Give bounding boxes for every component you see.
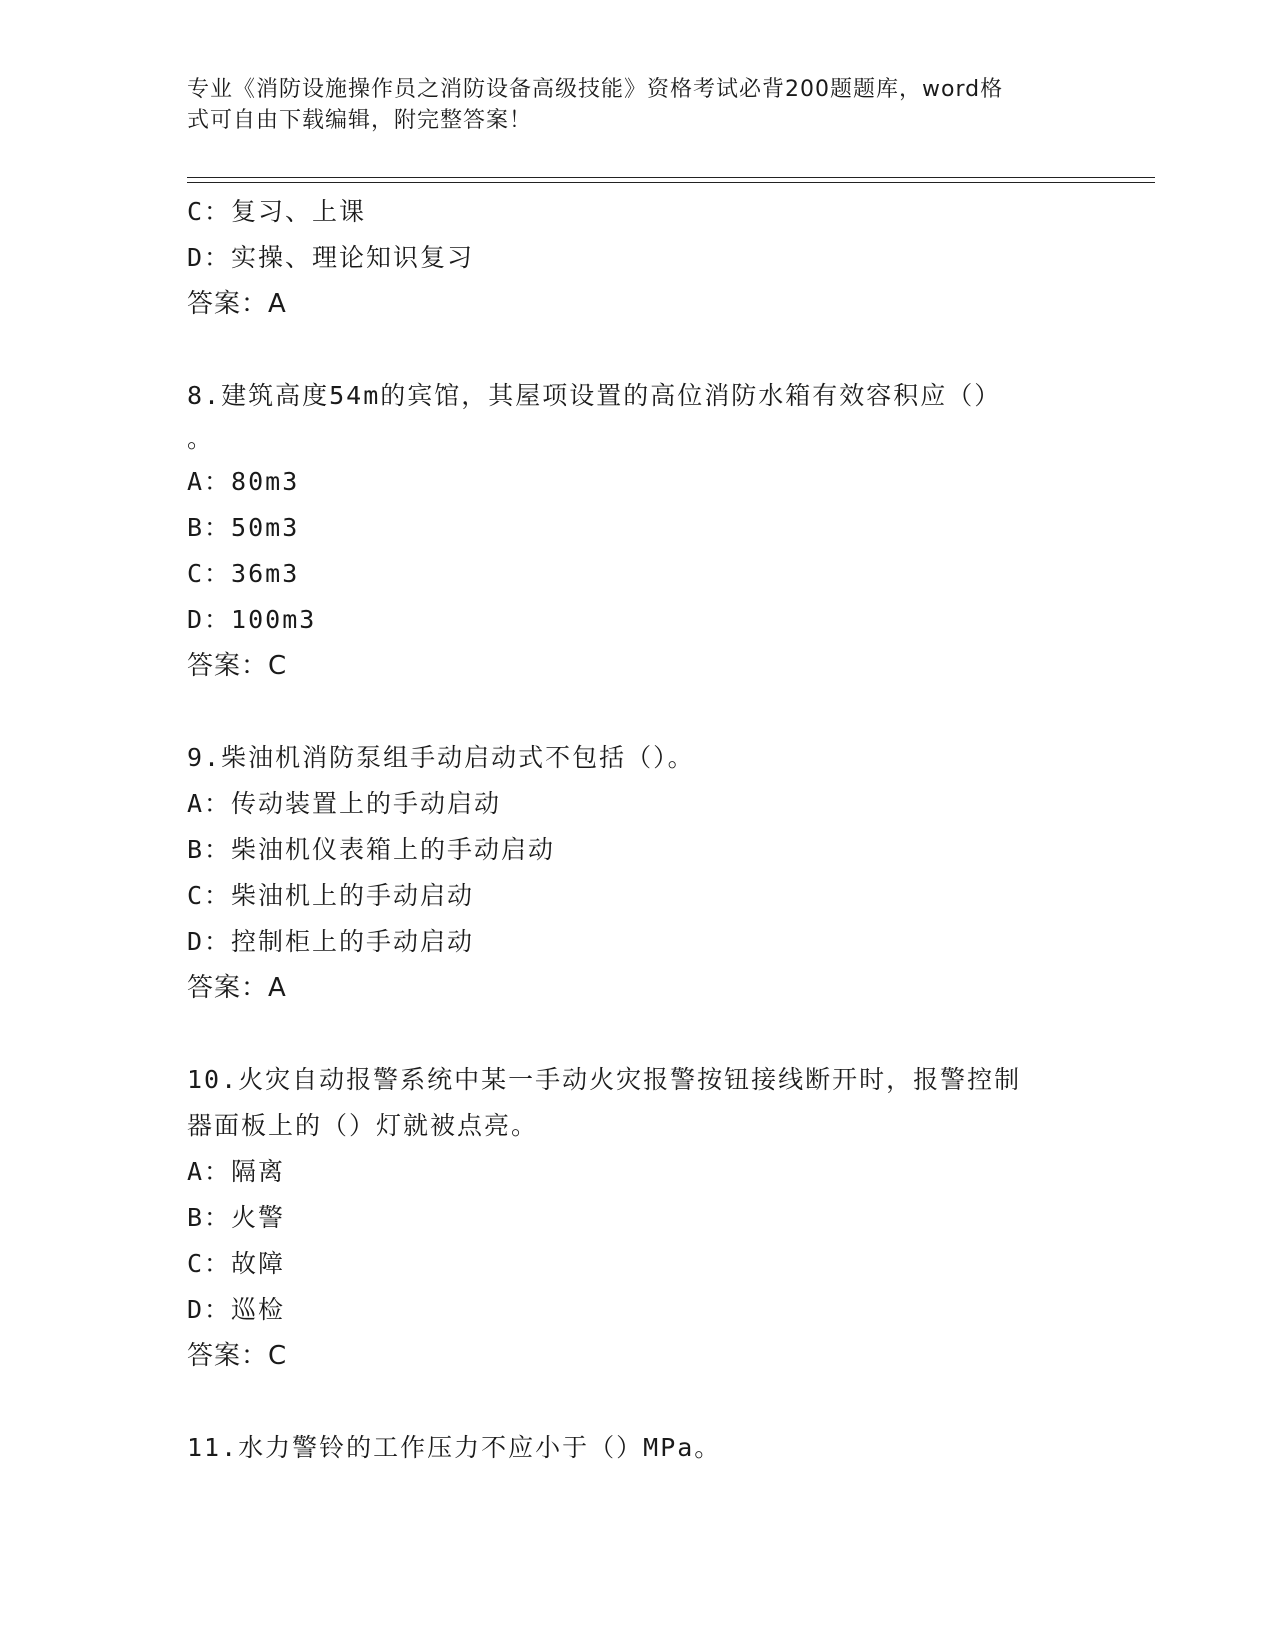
q9-option-d: D：控制柜上的手动启动 — [187, 927, 475, 956]
q8-stem-line-1: 8.建筑高度54m的宾馆，其屋项设置的高位消防水箱有效容积应（） — [187, 381, 1002, 410]
q10-option-b: B：火警 — [187, 1203, 286, 1232]
q10-option-a: A：隔离 — [187, 1157, 286, 1186]
document-header — [187, 74, 1067, 136]
header-line-1: 专业《消防设施操作员之消防设备高级技能》资格考试必背200题题库，word格 — [187, 77, 1004, 102]
question-list — [187, 189, 1087, 1471]
header-rule-bottom — [187, 182, 1155, 183]
q8-option-a: A：80m3 — [187, 467, 300, 496]
q9-option-b: B：柴油机仪表箱上的手动启动 — [187, 835, 556, 864]
header-rule-top — [187, 177, 1155, 178]
header-line-2: 式可自由下载编辑，附完整答案！ — [187, 108, 533, 133]
q8-stem-line-2: 。 — [187, 424, 215, 453]
q10-stem-line-1: 10.火灾自动报警系统中某一手动火灾报警按钮接线断开时，报警控制 — [187, 1065, 1022, 1094]
q9-stem: 9.柴油机消防泵组手动启动式不包括（）。 — [187, 743, 695, 772]
q9-option-c: C：柴油机上的手动启动 — [187, 881, 475, 910]
q8-option-c: C：36m3 — [187, 559, 300, 588]
q7-option-d: D：实操、理论知识复习 — [187, 243, 475, 272]
q10-option-c: C：故障 — [187, 1249, 286, 1278]
q10-stem-line-2: 器面板上的（）灯就被点亮。 — [187, 1111, 539, 1140]
q9-option-a: A：传动装置上的手动启动 — [187, 789, 502, 818]
q8-option-d: D：100m3 — [187, 605, 317, 634]
q7-option-c: C：复习、上课 — [187, 197, 367, 226]
q8-answer: 答案：C — [187, 651, 288, 681]
q10-option-d: D：巡检 — [187, 1295, 286, 1324]
q11-stem: 11.水力警铃的工作压力不应小于（）MPa。 — [187, 1433, 722, 1462]
q9-answer: 答案：A — [187, 973, 287, 1003]
q7-answer: 答案：A — [187, 289, 287, 319]
q10-answer: 答案：C — [187, 1341, 288, 1371]
q8-option-b: B：50m3 — [187, 513, 300, 542]
